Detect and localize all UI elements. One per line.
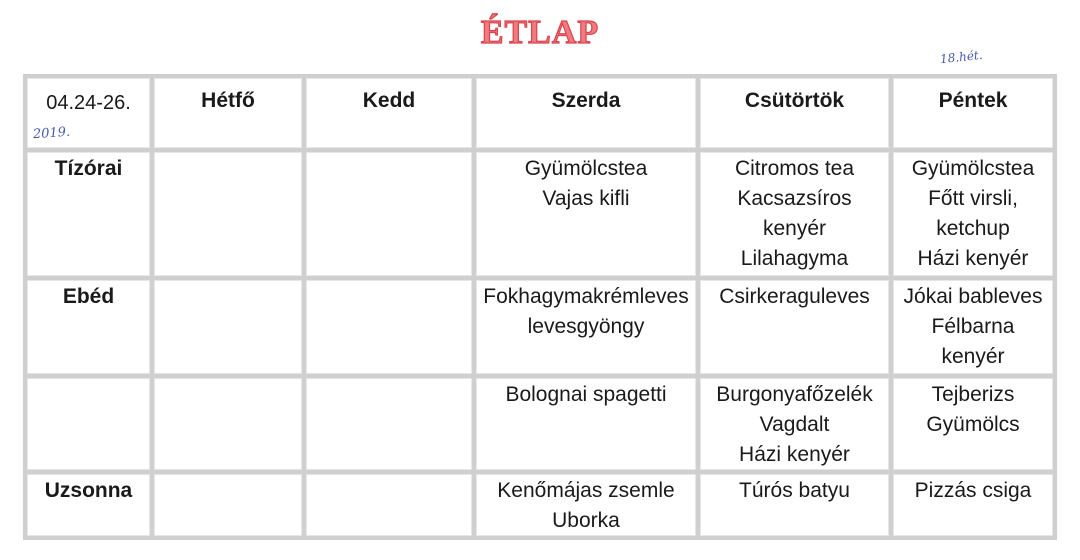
menu-cell — [698, 472, 891, 538]
meal-label: Tízórai — [25, 150, 152, 278]
meal-row — [25, 278, 1055, 376]
meal-row — [25, 376, 1055, 472]
dish-line: Lilahagyma — [740, 247, 849, 270]
dish-line: Fokhagymakrémleves — [483, 285, 689, 308]
header-row — [25, 76, 1055, 150]
menu-cell — [891, 150, 1055, 278]
date-range-cell: 04.24-26. — [25, 76, 152, 150]
menu-cell — [891, 376, 1055, 472]
dish-line: Gyümölcstea — [911, 157, 1035, 180]
menu-cell — [152, 278, 304, 376]
dish-line: Citromos tea — [734, 157, 855, 180]
day-header-friday: Péntek — [891, 76, 1055, 150]
menu-cell — [698, 278, 891, 376]
menu-cell — [152, 376, 304, 472]
dish-line: Túrós batyu — [739, 479, 850, 502]
dish-line: Gyümölcstea — [524, 157, 648, 180]
dish-line: levesgyöngy — [527, 315, 645, 338]
menu-table — [23, 74, 1057, 540]
dish-line: Házi kenyér — [739, 443, 850, 466]
menu-cell — [304, 150, 474, 278]
dish-line: Csirkeraguleves — [719, 285, 870, 308]
menu-cell — [474, 150, 698, 278]
menu-cell — [474, 278, 698, 376]
menu-cell — [891, 472, 1055, 538]
menu-cell — [891, 278, 1055, 376]
menu-cell — [474, 376, 698, 472]
day-header-thursday: Csütörtök — [698, 76, 891, 150]
menu-cell — [152, 472, 304, 538]
dish-line: Vajas kifli — [542, 187, 630, 210]
dish-line: Tejberizs — [931, 383, 1015, 406]
menu-cell — [698, 150, 891, 278]
dish-line: Kenőmájas zsemle — [497, 479, 675, 502]
meal-label — [25, 376, 152, 472]
dish-line: Pizzás csiga — [914, 479, 1032, 502]
day-header-monday: Hétfő — [152, 76, 304, 150]
dish-line: Uborka — [552, 509, 620, 532]
dish-line: Gyümölcs — [926, 413, 1020, 436]
menu-cell — [152, 150, 304, 278]
menu-cell — [304, 472, 474, 538]
meal-label: Uzsonna — [25, 472, 152, 538]
dish-line: Félbarna — [931, 315, 1015, 338]
dish-line: Jókai bableves — [903, 285, 1043, 308]
dish-line: Burgonyafőzelék — [716, 383, 873, 406]
dish-line: Bolognai spagetti — [505, 383, 667, 406]
dish-line: Kacsazsíros — [737, 187, 852, 210]
menu-cell — [698, 376, 891, 472]
day-header-wednesday: Szerda — [474, 76, 698, 150]
handwritten-year-note: 2019. — [32, 124, 71, 143]
meal-row — [25, 150, 1055, 278]
day-header-tuesday: Kedd — [304, 76, 474, 150]
dish-line: ketchup — [936, 217, 1010, 240]
dish-line: Főtt virsli, — [928, 187, 1018, 210]
dish-line: Házi kenyér — [917, 247, 1029, 270]
meal-label: Ebéd — [25, 278, 152, 376]
dish-line: kenyér — [762, 217, 827, 240]
dish-line: Vagdalt — [759, 413, 830, 436]
meal-row — [25, 472, 1055, 538]
menu-cell — [474, 472, 698, 538]
dish-line: kenyér — [941, 345, 1005, 368]
menu-title: ÉTLAP — [480, 14, 600, 51]
menu-cell — [304, 278, 474, 376]
menu-cell — [304, 376, 474, 472]
handwritten-week-note: 18.hét. — [939, 47, 984, 67]
